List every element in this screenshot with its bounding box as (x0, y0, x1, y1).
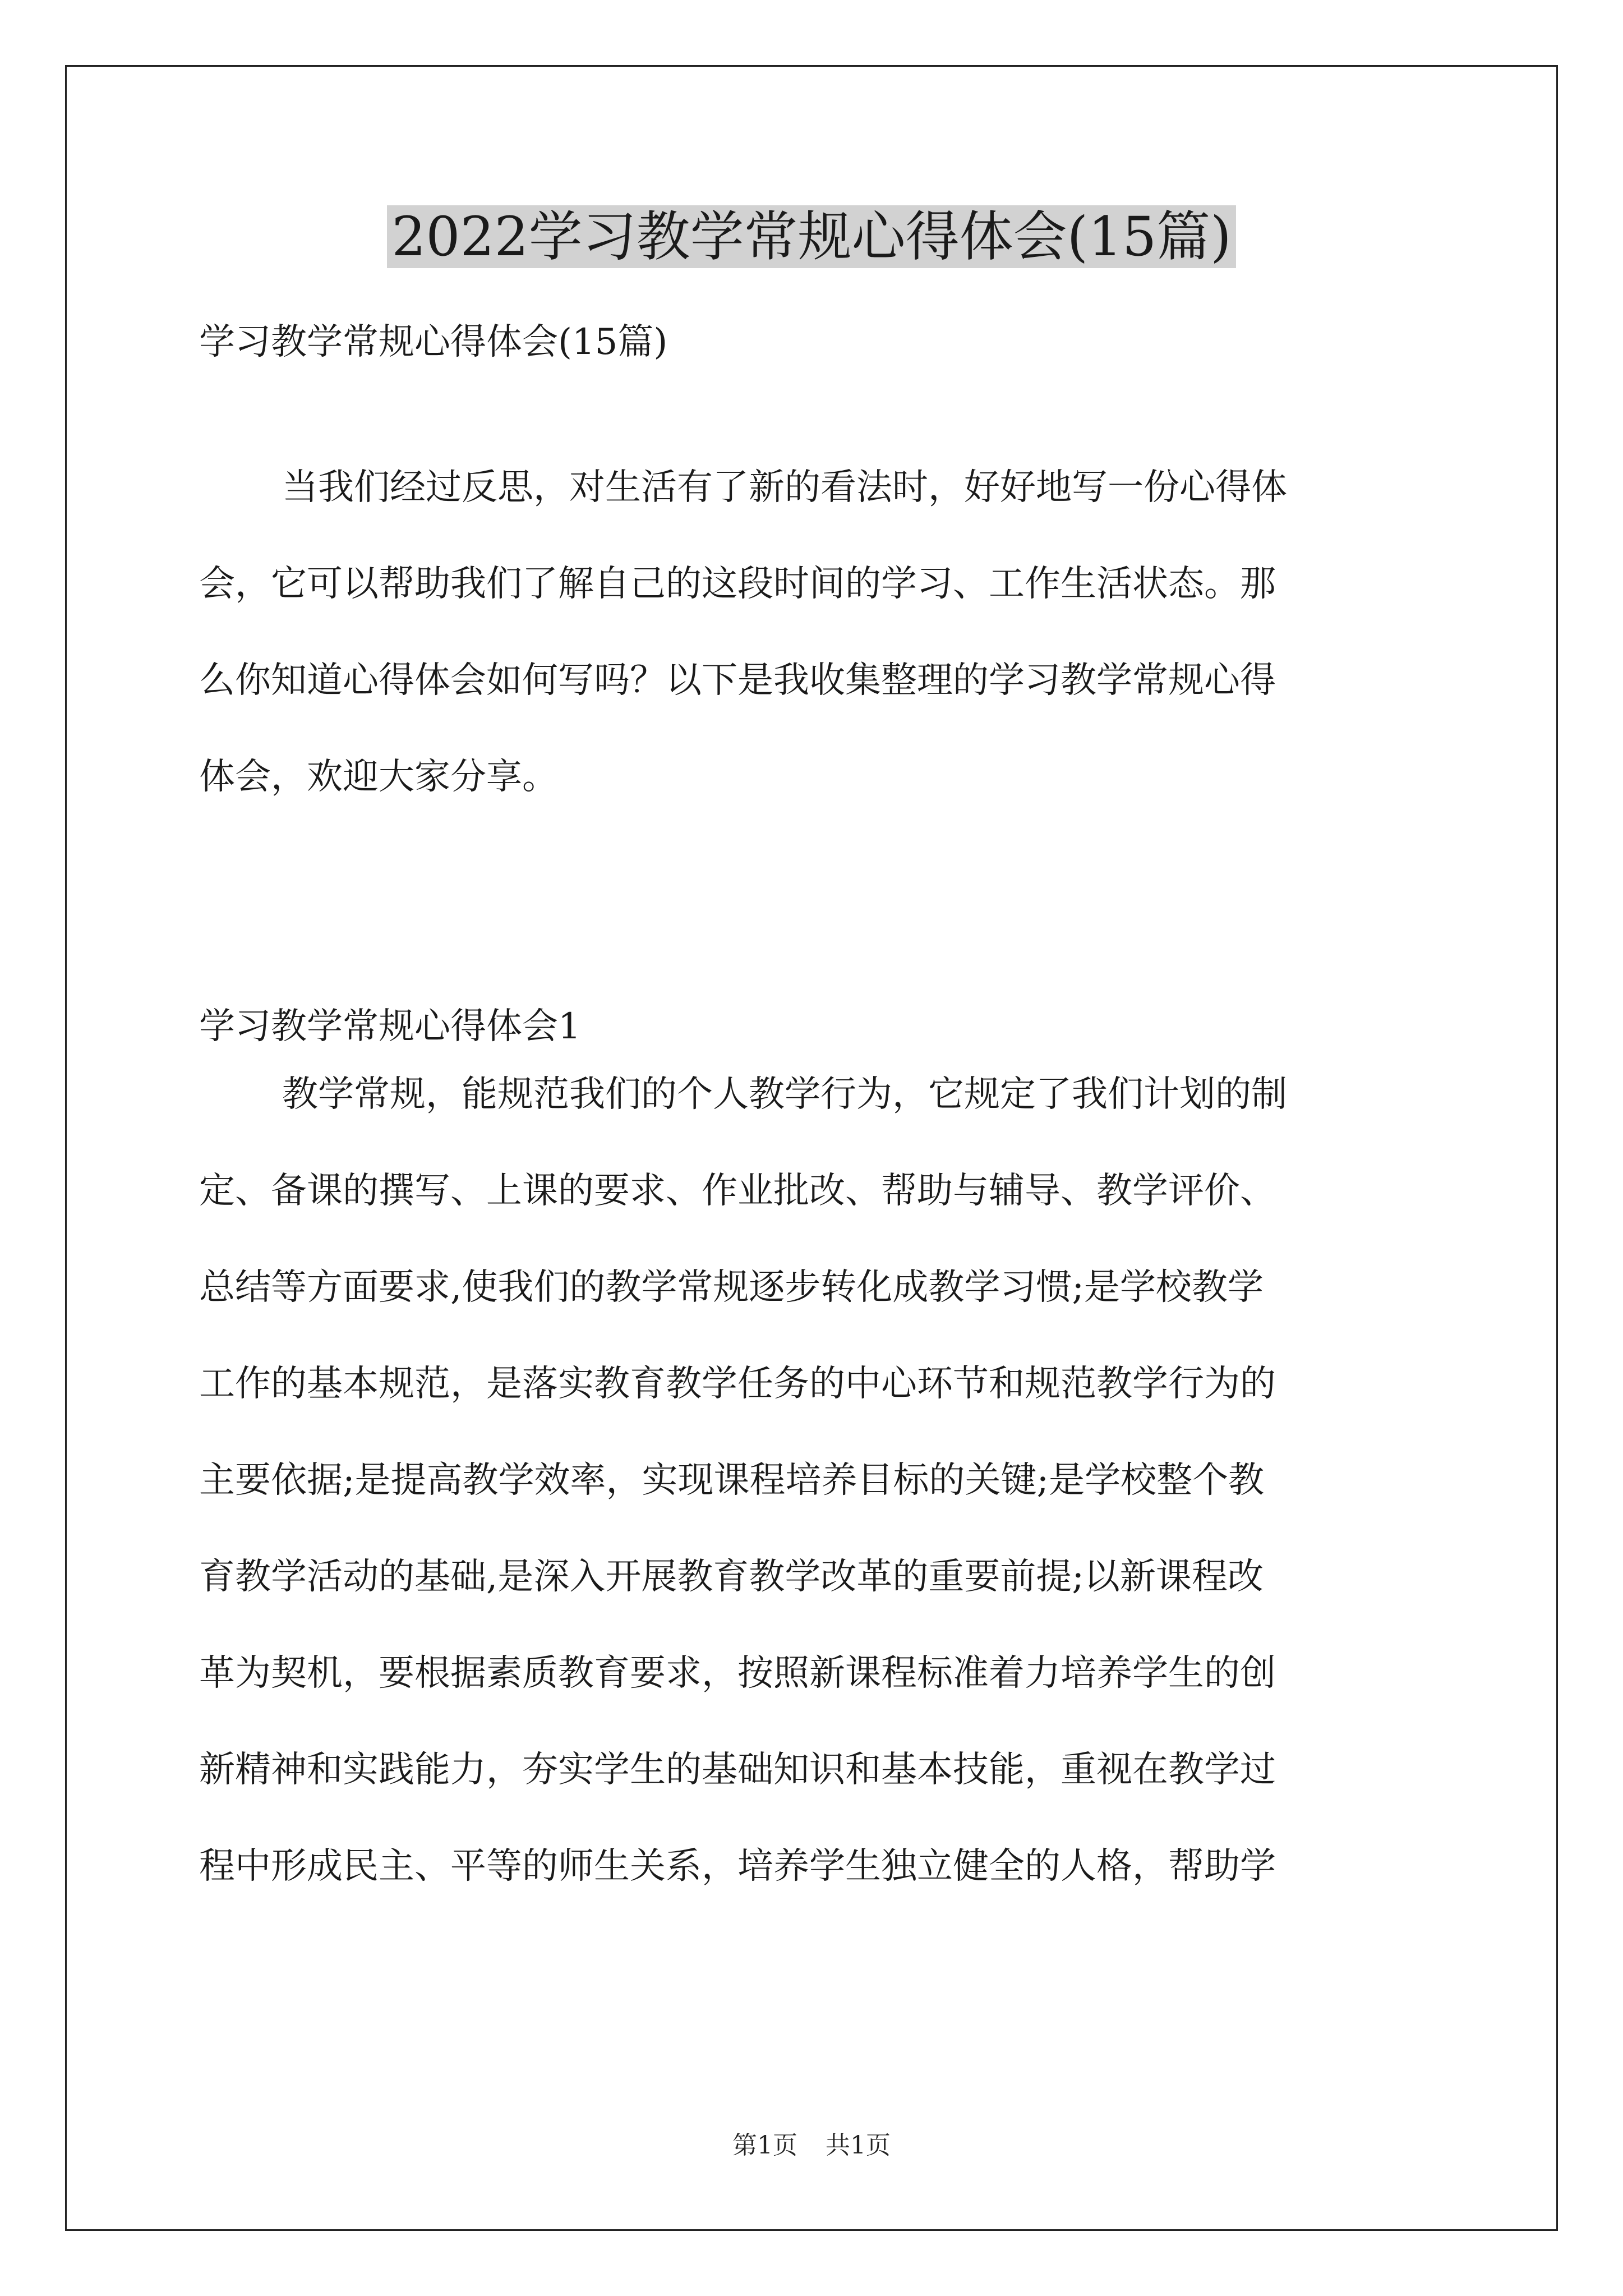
page-footer (0, 2129, 1623, 2162)
intro-line: 会，它可以帮助我们了解自己的这段时间的学习、工作生活状态。那 (199, 563, 1276, 605)
page-number-current: 第1页 (732, 2131, 797, 2160)
body-line: 程中形成民主、平等的师生关系，培养学生独立健全的人格，帮助学 (199, 1846, 1276, 1887)
body-line: 革为契机，要根据素质教育要求，按照新课程标准着力培养学生的创 (199, 1653, 1276, 1694)
section-heading: 学习教学常规心得体会1 (199, 1006, 581, 1047)
body-line: 工作的基本规范，是落实教育教学任务的中心环节和规范教学行为的 (199, 1363, 1276, 1405)
document-title (0, 197, 1623, 276)
page-number-total: 共1页 (826, 2131, 891, 2160)
document-subtitle: 学习教学常规心得体会(15篇) (199, 321, 668, 363)
body-line: 新精神和实践能力，夯实学生的基础知识和基本技能，重视在教学过 (199, 1749, 1276, 1791)
intro-line: 体会，欢迎大家分享。 (199, 756, 558, 798)
body-line: 主要依据;是提高教学效率，实现课程培养目标的关键;是学校整个教 (199, 1460, 1265, 1501)
body-line: 育教学活动的基础,是深入开展教育教学改革的重要前提;以新课程改 (199, 1556, 1264, 1598)
body-line: 定、备课的撰写、上课的要求、作业批改、帮助与辅导、教学评价、 (199, 1170, 1276, 1212)
document-title-text: 2022学习教学常规心得体会(15篇) (387, 205, 1235, 268)
body-line: 总结等方面要求,使我们的教学常规逐步转化成教学习惯;是学校教学 (199, 1267, 1264, 1308)
body-paragraph (199, 1046, 1433, 1915)
intro-line: 当我们经过反思，对生活有了新的看法时，好好地写一份心得体 (282, 467, 1287, 508)
body-line: 教学常规，能规范我们的个人教学行为，它规定了我们计划的制 (282, 1074, 1287, 1115)
intro-paragraph (199, 439, 1433, 825)
intro-line: 么你知道心得体会如何写吗？以下是我收集整理的学习教学常规心得 (199, 660, 1276, 701)
